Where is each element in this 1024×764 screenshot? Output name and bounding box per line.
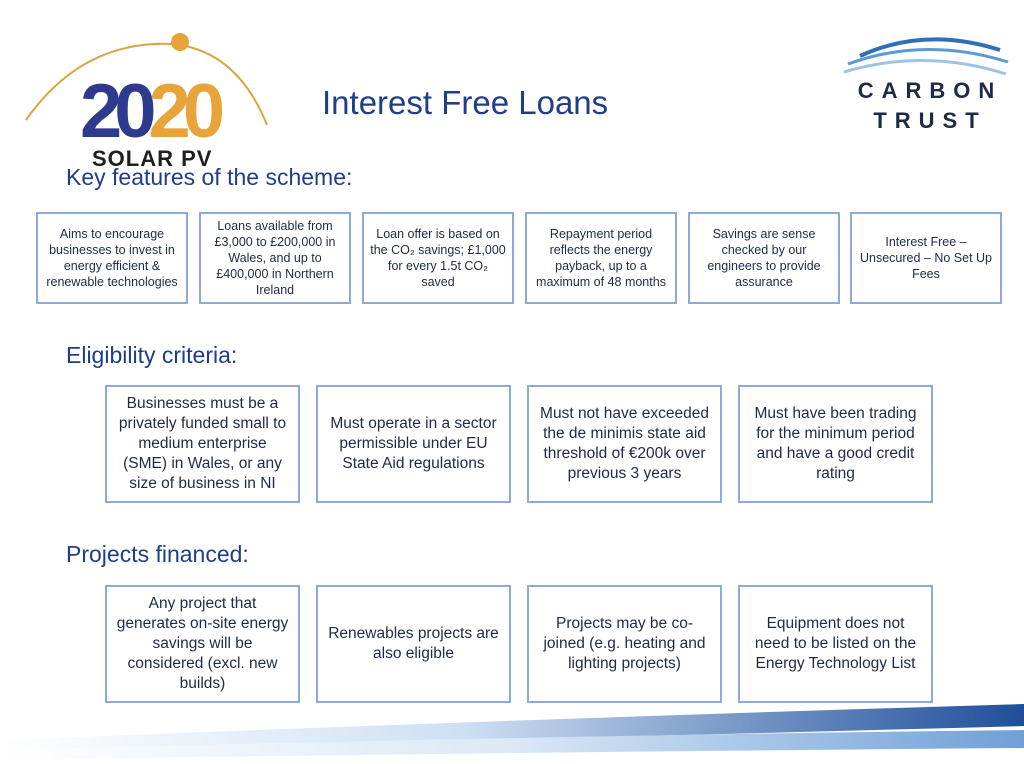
key-feature-box (688, 212, 840, 304)
project-box (316, 585, 511, 703)
project-box (105, 585, 300, 703)
eligibility-text: Must operate in a sector permissible under EU State Aid regulations (330, 415, 497, 472)
key-feature-box (362, 212, 514, 304)
carbon-logo-line1: CARBON (857, 78, 1003, 103)
key-feature-box (199, 212, 351, 304)
eligibility-box (738, 385, 933, 503)
eligibility-text: Businesses must be a privately funded small to medium enterprise (SME) in Wales, or any size of business in NI (118, 395, 287, 492)
solar-logo-year-part1: 20 (80, 69, 149, 154)
key-feature-text: Savings are sense checked by our engineers to provide assurance (707, 227, 821, 289)
eligibility-text: Must have been trading for the minimum period and have a good credit rating (754, 405, 917, 482)
key-feature-box (36, 212, 188, 304)
projects-heading: Projects financed: (66, 541, 249, 567)
project-text: Renewables projects are also eligible (328, 625, 499, 662)
key-feature-text: Loans available from £3,000 to £200,000 in Wales, and up to £400,000 in Northern Ireland (214, 219, 336, 297)
solar-logo-subtitle: SOLAR PV (92, 146, 213, 171)
eligibility-box (527, 385, 722, 503)
carbon-waves-icon (840, 28, 1010, 78)
carbon-trust-logo (840, 28, 1010, 138)
key-feature-text: Repayment period reflects the energy payback, up to a maximum of 48 months (536, 227, 666, 289)
key-feature-text: Loan offer is based on the CO₂ savings; £1,000 for every 1.5t CO₂ saved (370, 227, 506, 289)
key-feature-text: Aims to encourage businesses to invest in energy efficient & renewable technologies (46, 227, 178, 289)
carbon-logo-line2: TRUST (873, 108, 987, 133)
eligibility-box (105, 385, 300, 503)
project-text: Any project that generates on-site energy savings will be considered (excl. new builds) (116, 595, 289, 692)
solar-logo-year (80, 69, 218, 154)
project-text: Projects may be co-joined (e.g. heating and lighting projects) (543, 615, 706, 672)
key-feature-text: Interest Free – Unsecured – No Set Up Fees (859, 235, 992, 281)
project-text: Equipment does not need to be listed on the Energy Technology List (754, 615, 917, 672)
page-title: Interest Free Loans (322, 84, 609, 121)
solar-logo-year-part2: 20 (148, 69, 218, 154)
key-feature-box (850, 212, 1002, 304)
key-feature-box (525, 212, 677, 304)
eligibility-text: Must not have exceeded the de minimis state aid threshold of €200k over previous 3 years (540, 405, 709, 482)
eligibility-heading: Eligibility criteria: (66, 342, 238, 368)
key-features-heading: Key features of the scheme: (66, 164, 353, 190)
project-box (738, 585, 933, 703)
solar-pv-logo (22, 30, 272, 171)
project-box (527, 585, 722, 703)
eligibility-box (316, 385, 511, 503)
footer-wave-decoration (0, 690, 1024, 764)
